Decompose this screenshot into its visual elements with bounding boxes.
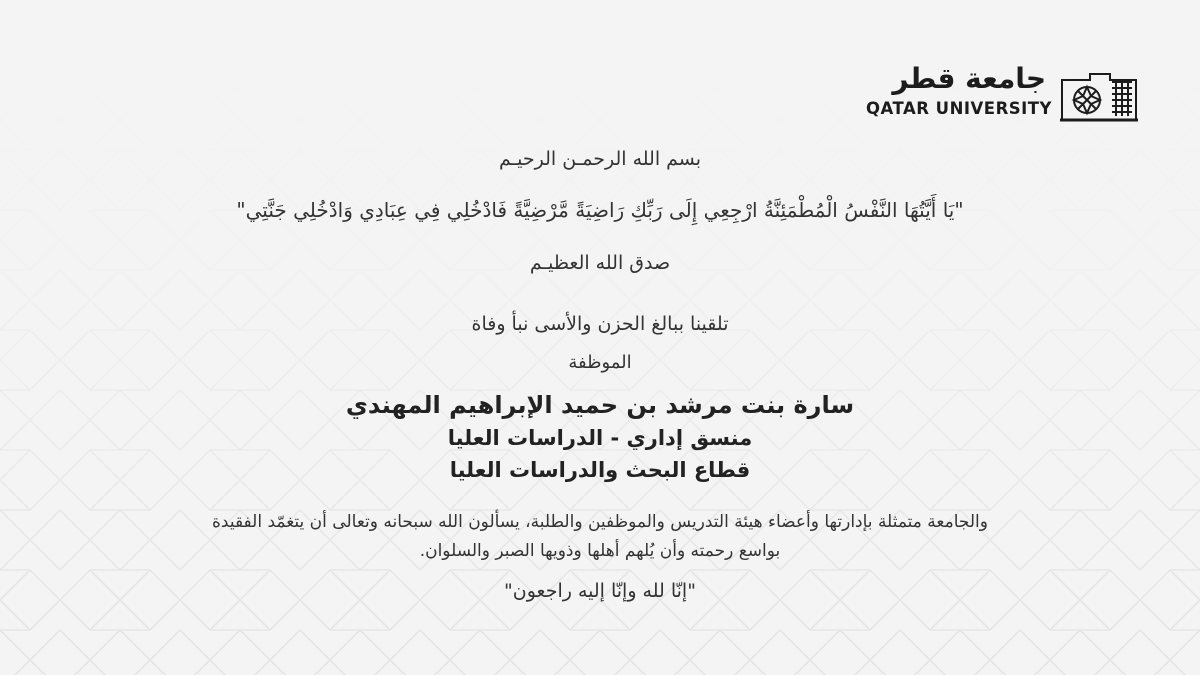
basmala: بسم الله الرحمـن الرحيـم xyxy=(498,148,702,170)
qatar-university-emblem-icon xyxy=(1060,70,1138,122)
logo-arabic-name: جامعة قطر xyxy=(892,62,1046,95)
condolence-line-1: والجامعة متمثلة بإدارتها وأعضاء هيئة التدريس والموظفين والطلبة، يسألون الله سبحانه وتعالى أن يتغمّد الفقيدة xyxy=(212,512,988,532)
deceased-role: الموظفة xyxy=(568,352,632,373)
condolence-line-2: بواسع رحمته وأن يُلهم أهلها وذويها الصبر والسلوان. xyxy=(419,541,781,561)
quran-verse: "يَا أَيَّتُهَا النَّفْسُ الْمُطْمَئِنَّةُ ارْجِعِي إِلَى رَبِّكِ رَاضِيَةً مَّرْضِيَّةً فَادْخُلِي فِي عِبَادِي وَادْخُلِي جَنَّتِي" xyxy=(236,198,964,222)
qatar-university-logo xyxy=(865,62,1138,122)
deceased-name: سارة بنت مرشد بن حميد الإبراهيم المهندي xyxy=(345,391,855,419)
logo-english-name: QATAR UNIVERSITY xyxy=(865,99,1052,118)
sadaqa-allah: صدق الله العظيـم xyxy=(529,252,671,274)
deceased-sector: قطاع البحث والدراسات العليا xyxy=(449,458,751,482)
closing-verse: "إنّا لله وإنّا إليه راجعون" xyxy=(504,580,696,602)
deceased-position: منسق إداري - الدراسات العليا xyxy=(447,426,753,450)
announcement-intro: تلقينا ببالغ الحزن والأسى نبأ وفاة xyxy=(471,313,729,335)
